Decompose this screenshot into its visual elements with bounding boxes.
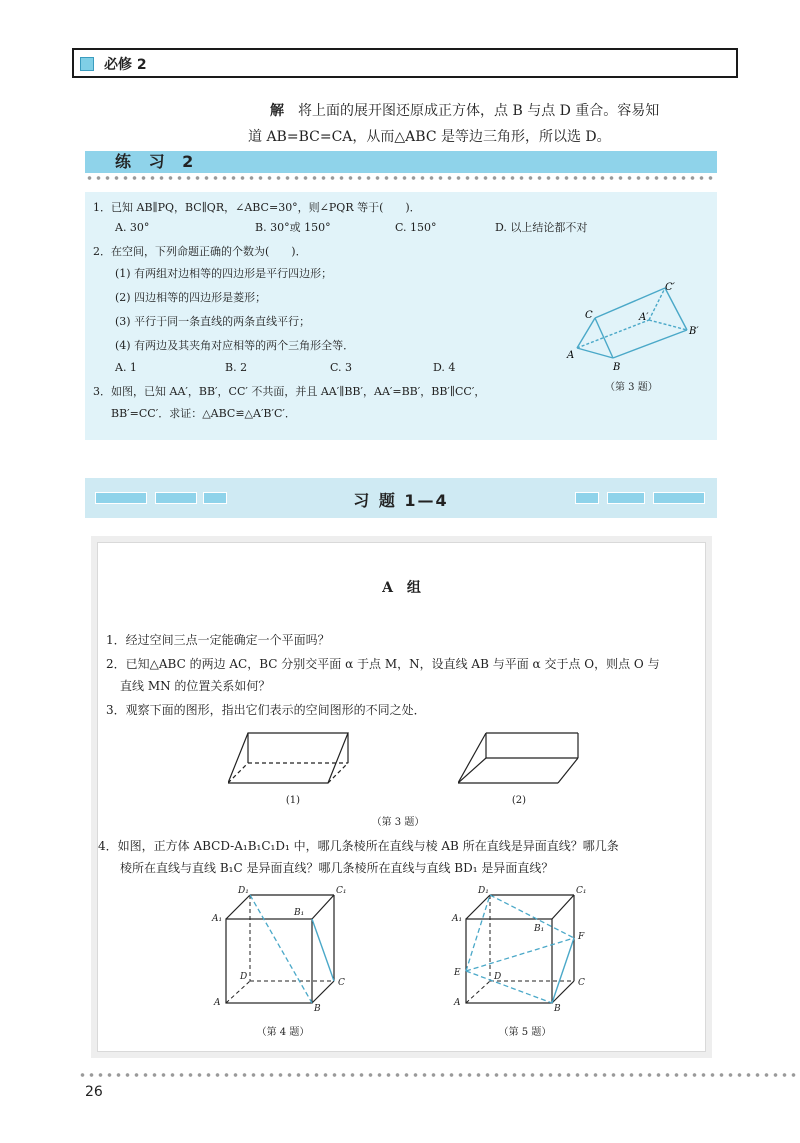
cube5-label-B: B [554,1004,561,1013]
cube5-label-E: E [454,968,461,978]
exercise-q4-line-2: 棱所在直线与直线 B₁C 是异面直线？哪几条棱所在直线与直线 BD₁ 是异面直线？ [120,861,554,875]
cube-figure-5 [448,883,598,1013]
chapter-header [72,48,738,78]
practice-q3-line-1: 3．如图，已知 AA′，BB′，CC′ 不共面，并且 AA′∥BB′，AA′=BB′，BB′∥CC′， [93,385,486,398]
footer-dotted-divider [78,1072,800,1078]
cube5-label-B1: B₁ [534,924,545,934]
q1-option-a: A. 30° [115,221,150,234]
solution-line-1 [270,98,659,124]
cube4-label-D1: D₁ [238,886,249,896]
q2-option-c: C. 3 [330,361,353,374]
exercise-q3: 3．观察下面的图形，指出它们表示的空间图形的不同之处． [106,703,426,717]
q2-item-1: (1) 有两组对边相等的四边形是平行四边形； [115,267,333,280]
figure-3-2-label: (2) [511,795,527,806]
q1-option-c: C. 150° [395,221,437,234]
exercise-card [97,542,706,1052]
practice-q3-line-2: BB′=CC′．求证：△ABC≌△A′B′C′． [111,407,296,420]
practice-title: 练 习 2 [115,152,200,171]
cube4-label-D: D [240,972,248,982]
cube4-label-B1: B₁ [294,908,305,918]
figure-3-2 [458,728,588,788]
cube5-label-D1: D₁ [478,886,489,896]
exercise-title: 习 题 1—4 [353,491,449,510]
q2-item-2: (2) 四边相等的四边形是菱形； [115,291,267,304]
q2-item-3: (3) 平行于同一条直线的两条直线平行； [115,315,311,328]
figure-3-caption: （第 3 题） [371,817,425,828]
fig-label-B: B [613,362,621,372]
practice-q1: 1．已知 AB∥PQ，BC∥QR，∠ABC=30°，则∠PQR 等于( )． [93,201,421,214]
figure-4-caption: （第 4 题） [256,1027,310,1038]
solution-label: 解 [270,103,284,119]
cube5-label-C: C [578,978,585,988]
exercise-header [85,478,717,518]
exercise-q2-line-2: 直线 MN 的位置关系如何？ [120,679,271,693]
prism-caption: （第 3 题） [605,382,658,393]
page-number: 26 [85,1084,103,1100]
cube4-label-A: A [214,998,221,1008]
fig-label-C1: C′ [665,282,675,293]
cube-figure-4 [208,883,358,1013]
practice-q2: 2．在空间，下列命题正确的个数为( )． [93,245,307,258]
solution-line-2: 道 AB=BC=CA，从而△ABC 是等边三角形，所以选 D。 [248,129,611,145]
cube4-label-A1: A₁ [212,914,223,924]
q1-option-d: D. 以上结论都不对 [495,221,588,234]
q1-option-b: B. 30°或 150° [255,221,331,234]
q2-option-b: B. 2 [225,361,248,374]
header-square-icon [80,57,94,71]
dotted-divider [85,175,717,181]
group-title: A 组 [382,580,421,596]
cube5-label-A: A [454,998,461,1008]
q2-item-4: (4) 有两边及其夹角对应相等的两个三角形全等． [115,339,355,352]
fig-label-C: C [585,310,593,321]
prism-figure [565,282,715,372]
cube4-label-B: B [314,1004,321,1013]
q2-option-d: D. 4 [433,361,456,374]
figure-5-caption: （第 5 题） [498,1027,552,1038]
solution-text-1: 将上面的展开图还原成正方体，点 B 与点 D 重合。容易知 [298,103,660,119]
practice-header [85,151,717,173]
q2-option-a: A. 1 [115,361,137,374]
fig-label-B1: B′ [689,326,699,337]
fig-label-A1: A′ [639,312,649,323]
cube5-label-A1: A₁ [452,914,463,924]
cube4-label-C1: C₁ [336,886,347,896]
figure-3-1 [228,728,358,788]
fig-label-A: A [567,350,575,361]
exercise-q2-line-1: 2．已知△ABC 的两边 AC，BC 分别交平面 α 于点 M，N，设直线 AB 与平面 α 交于点 O，则点 O 与 [106,657,660,671]
cube4-label-C: C [338,978,345,988]
cube5-label-C1: C₁ [576,886,587,896]
figure-3-1-label: (1) [285,795,301,806]
cube5-label-D: D [494,972,502,982]
cube5-label-F: F [578,932,585,942]
chapter-title: 必修 2 [104,57,147,73]
exercise-q4-line-1: 4．如图，正方体 ABCD-A₁B₁C₁D₁ 中，哪几条棱所在直线与棱 AB 所在直线是异面直线？哪几条 [98,839,619,853]
exercise-q1: 1．经过空间三点一定能确定一个平面吗？ [106,633,330,647]
practice-panel [85,192,717,440]
